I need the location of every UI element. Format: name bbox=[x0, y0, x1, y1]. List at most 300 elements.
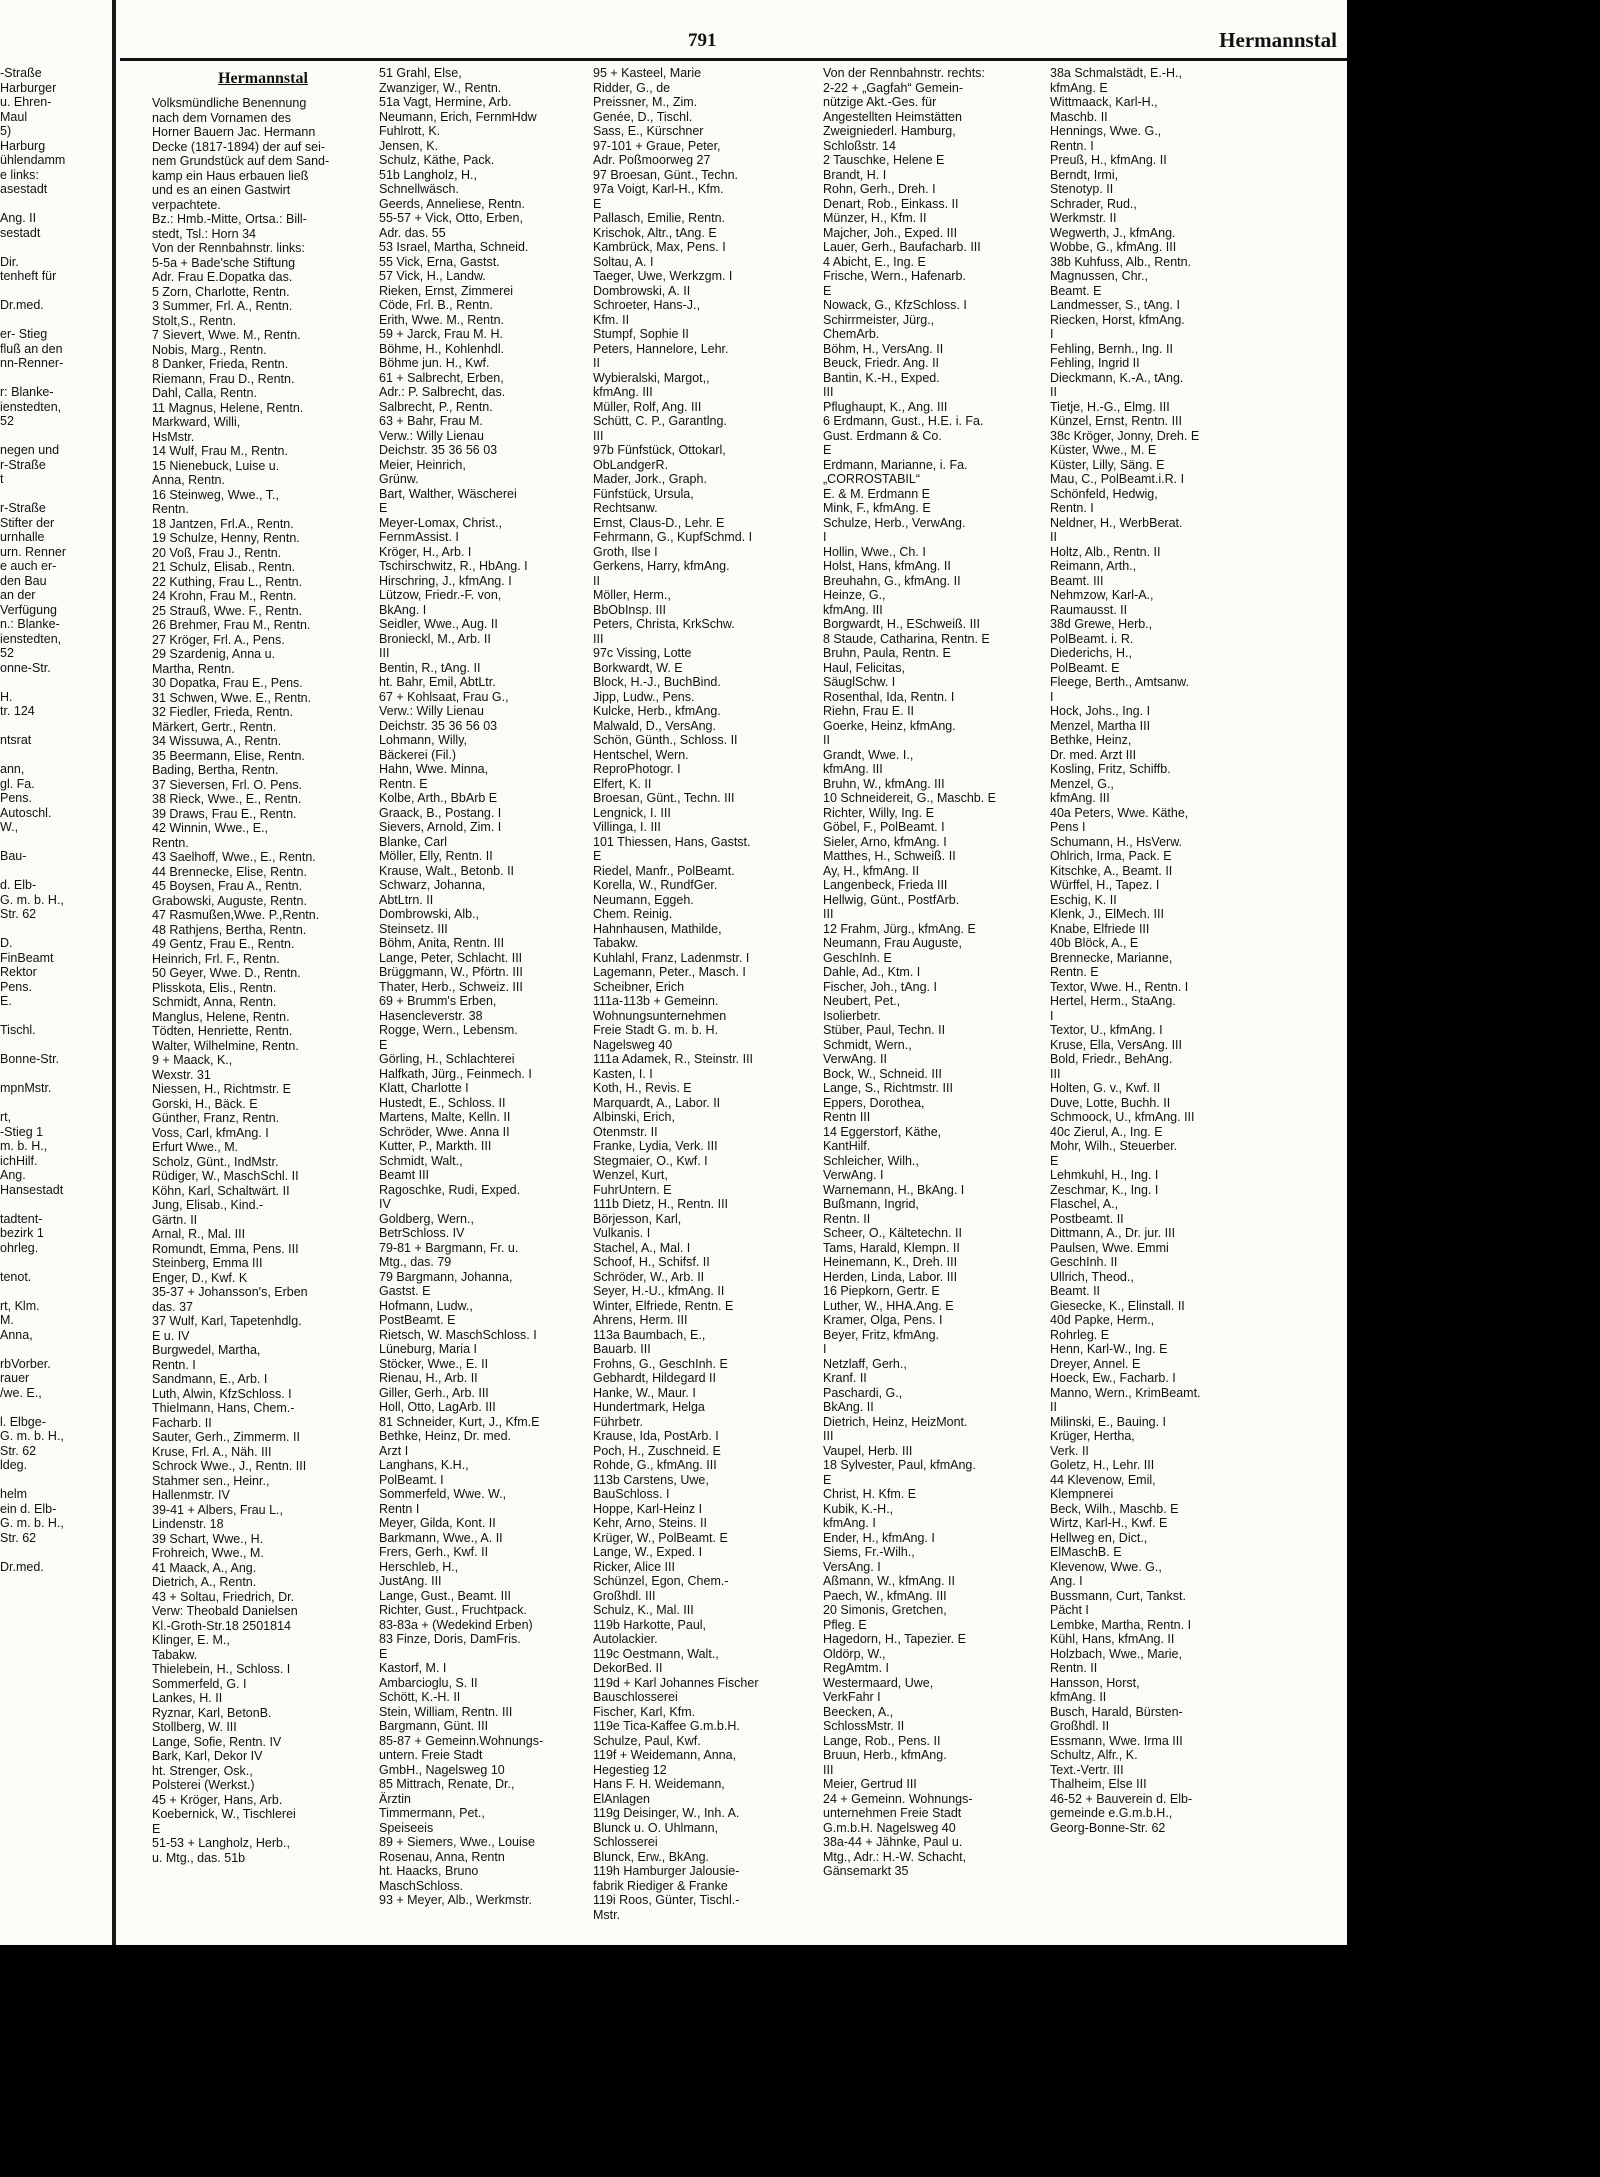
entry-line: 97c Vissing, Lotte bbox=[593, 646, 692, 660]
entry-line: Malwald, D., VersAng. bbox=[593, 718, 716, 733]
entry-line: rt, Klm. bbox=[0, 1298, 40, 1313]
entry-line: Bau- bbox=[0, 849, 27, 863]
entry-line: 43 Saelhoff, Wwe., E., Rentn. bbox=[152, 850, 316, 864]
entry-line: Zeschmar, K., Ing. I bbox=[1050, 1182, 1159, 1197]
entry-line: Groth, Ilse I bbox=[593, 544, 658, 559]
entry-line bbox=[0, 864, 108, 879]
entry-line: Schön, Günth., Schloss. II bbox=[593, 733, 738, 747]
entry-line: Sauter, Gerh., Zimmerm. II bbox=[152, 1430, 300, 1444]
entry-line: Klempnerei bbox=[1050, 1487, 1114, 1501]
entry-line: Fehrmann, G., KupfSchmd. I bbox=[593, 530, 753, 544]
entry-line: Holzbach, Wwe., Marie, bbox=[1050, 1646, 1182, 1661]
entry-line: Rechtsanw. bbox=[593, 501, 658, 515]
entry-line: Bonne-Str. bbox=[0, 1052, 60, 1066]
entry-line: VerwAng. II bbox=[823, 1052, 887, 1066]
entry-line: Tabakw. bbox=[152, 1647, 198, 1662]
entry-line: tenot. bbox=[0, 1269, 32, 1284]
entry-line: Broesan, Günt., Techn. III bbox=[593, 791, 735, 805]
entry-line: Isolierbetr. bbox=[823, 1008, 881, 1023]
entry-line: Blanke, Carl bbox=[379, 834, 448, 849]
entry-line: FinBeamt bbox=[0, 950, 54, 965]
entry-line: Rentn. bbox=[152, 835, 189, 850]
entry-line: Enger, D., Kwf. K bbox=[152, 1270, 248, 1285]
entry-line: Heinemann, K., Dreh. III bbox=[823, 1255, 958, 1269]
entry-line: ObLandgerR. bbox=[593, 457, 669, 472]
entry-line: Borgwardt, H., ESchweiß. III bbox=[823, 617, 980, 631]
entry-line: Klevenow, Wwe. G., bbox=[1050, 1559, 1162, 1574]
entry-line: sestadt bbox=[0, 225, 41, 240]
entry-line: nützige Akt.-Ges. für bbox=[823, 95, 937, 109]
entry-line: Autoschl. bbox=[0, 805, 52, 820]
entry-line: Beamt III bbox=[379, 1168, 430, 1182]
entry-line: Kolbe, Arth., BbArb E bbox=[379, 791, 498, 805]
entry-line: Knabe, Elfriede III bbox=[1050, 921, 1150, 936]
entry-line: VerkFahr I bbox=[823, 1690, 881, 1704]
entry-line: Luth, Alwin, KfzSchloss. I bbox=[152, 1386, 292, 1401]
entry-line: Fünfstück, Ursula, bbox=[593, 486, 694, 501]
entry-line: 37 Wulf, Karl, Tapetenhdlg. bbox=[152, 1314, 302, 1328]
entry-line: Ärztin bbox=[379, 1791, 411, 1806]
entry-line: E bbox=[379, 1037, 388, 1052]
entry-line: RegAmtm. I bbox=[823, 1661, 889, 1675]
entry-line bbox=[0, 487, 108, 502]
entry-line: Breuhahn, G., kfmAng. II bbox=[823, 573, 961, 588]
entry-line: I bbox=[1050, 327, 1054, 341]
entry-line: Görling, H., Schlachterei bbox=[379, 1052, 515, 1066]
entry-line: Tödten, Henriette, Rentn. bbox=[152, 1024, 293, 1038]
entry-line: Text.-Vertr. III bbox=[1050, 1762, 1124, 1777]
entry-line: Elfert, K. II bbox=[593, 776, 652, 791]
entry-line: bezirk 1 bbox=[0, 1226, 44, 1240]
entry-line: Plisskota, Elis., Rentn. bbox=[152, 980, 277, 995]
entry-line: 45 Boysen, Frau A., Rentn. bbox=[152, 879, 303, 893]
entry-line: Dreyer, Annel. E bbox=[1050, 1356, 1141, 1371]
entry-line: -Straße bbox=[0, 66, 42, 80]
entry-line: ntsrat bbox=[0, 733, 32, 747]
entry-line: Verfügung bbox=[0, 602, 57, 617]
entry-line: Dahl, Calla, Rentn. bbox=[152, 386, 257, 400]
entry-line bbox=[0, 197, 108, 212]
entry-line: Kitschke, A., Beamt. II bbox=[1050, 863, 1173, 878]
entry-line: ein d. Elb- bbox=[0, 1501, 57, 1516]
entry-line: Rentn. bbox=[152, 502, 189, 516]
entry-line: 25 Strauß, Wwe. F., Rentn. bbox=[152, 603, 303, 618]
entry-line: Fehling, Bernh., Ing. II bbox=[1050, 341, 1173, 356]
entry-line: Nobis, Marg., Rentn. bbox=[152, 342, 267, 357]
entry-line: Lohmann, Willy, bbox=[379, 733, 467, 747]
entry-line: Bäckerei (Fil.) bbox=[379, 747, 457, 762]
entry-line: Kutter, P., Markth. III bbox=[379, 1139, 492, 1153]
entry-line: Hansestadt bbox=[0, 1182, 64, 1197]
entry-line: Koebernick, W., Tischlerei bbox=[152, 1807, 296, 1821]
entry-line: Hennings, Wwe. G., bbox=[1050, 124, 1162, 138]
entry-line: Gorski, H., Bäck. E bbox=[152, 1096, 258, 1111]
entry-line: -Stieg 1 bbox=[0, 1124, 44, 1139]
entry-line: III bbox=[593, 428, 604, 443]
entry-line: E bbox=[823, 1472, 832, 1487]
entry-line: Werkmstr. II bbox=[1050, 211, 1117, 225]
entry-line: Hahn, Wwe. Minna, bbox=[379, 762, 489, 776]
entry-line: Maschb. II bbox=[1050, 109, 1108, 124]
entry-line: 51b Langholz, H., bbox=[379, 167, 477, 182]
entry-line: Kramer, Olga, Pens. I bbox=[823, 1313, 943, 1327]
entry-line: 83-83a + (Wedekind Erben) bbox=[379, 1617, 533, 1632]
entry-line: Eppers, Dorothea, bbox=[823, 1095, 925, 1110]
entry-line: Schrock Wwe., J., Rentn. III bbox=[152, 1459, 307, 1473]
entry-line: Ullrich, Theod., bbox=[1050, 1269, 1134, 1284]
entry-line: Manglus, Helene, Rentn. bbox=[152, 1009, 290, 1024]
entry-line: Martens, Malte, Kelln. II bbox=[379, 1110, 511, 1124]
entry-line: Bruun, Herb., kfmAng. bbox=[823, 1748, 947, 1762]
entry-line: MaschSchloss. bbox=[379, 1878, 464, 1893]
entry-line: 85 Mittrach, Renate, Dr., bbox=[379, 1777, 515, 1791]
entry-line: 52 bbox=[0, 646, 14, 660]
entry-line: 40b Blöck, A., E bbox=[1050, 936, 1139, 950]
entry-line: 89 + Siemers, Wwe., Louise bbox=[379, 1835, 535, 1849]
entry-line: kfmAng. III bbox=[593, 385, 653, 399]
entry-line: Schmidt, Wern., bbox=[823, 1037, 912, 1052]
entry-line: das. 37 bbox=[152, 1299, 194, 1314]
entry-line: Böhme, H., Kohlenhdl. bbox=[379, 341, 505, 356]
entry-line: urnhalle bbox=[0, 530, 45, 544]
entry-line: SchlossMstr. II bbox=[823, 1719, 905, 1733]
entry-line: Kruse, Frl. A., Näh. III bbox=[152, 1444, 272, 1459]
entry-line: Tischl. bbox=[0, 1023, 36, 1037]
entry-line: I bbox=[1050, 689, 1054, 704]
entry-line: Hoeck, Ew., Facharb. I bbox=[1050, 1371, 1176, 1385]
entry-line: Fehling, Ingrid II bbox=[1050, 356, 1140, 370]
entry-line: Romundt, Emma, Pens. III bbox=[152, 1241, 299, 1256]
entry-line: Hundertmark, Helga bbox=[593, 1400, 705, 1414]
entry-line: Beuck, Friedr. Ang. II bbox=[823, 356, 940, 370]
entry-line: PostBeamt. E bbox=[379, 1313, 456, 1327]
entry-line: Grabowski, Auguste, Rentn. bbox=[152, 893, 307, 908]
entry-line: Harburger bbox=[0, 80, 57, 95]
entry-line: 15 Nienebuck, Luise u. bbox=[152, 458, 280, 473]
entry-line: Langhans, K.H., bbox=[379, 1458, 469, 1472]
entry-line: Holten, G. v., Kwf. II bbox=[1050, 1081, 1161, 1095]
entry-line: 119e Tica-Kaffee G.m.b.H. bbox=[593, 1719, 740, 1733]
entry-line: Martha, Rentn. bbox=[152, 661, 235, 676]
entry-line: Berndt, Irmi, bbox=[1050, 167, 1119, 182]
entry-line: PolBeamt. I bbox=[379, 1472, 444, 1487]
entry-line: Freie Stadt G. m. b. H. bbox=[593, 1023, 719, 1037]
entry-line: Speiseeis bbox=[379, 1820, 434, 1835]
entry-line: Lange, Gust., Beamt. III bbox=[379, 1588, 512, 1603]
entry-line: IV bbox=[379, 1197, 391, 1211]
entry-line: Günther, Franz, Rentn. bbox=[152, 1111, 280, 1125]
entry-line: Fischer, Karl, Kfm. bbox=[593, 1704, 696, 1719]
entry-line: Grünw. bbox=[379, 472, 419, 486]
entry-line: Großhdl. II bbox=[1050, 1719, 1110, 1733]
entry-line: Pallasch, Emilie, Rentn. bbox=[593, 211, 726, 225]
entry-line: 42 Winnin, Wwe., E., bbox=[152, 821, 269, 835]
entry-line: Str. 62 bbox=[0, 1530, 37, 1545]
entry-line: 7 Sievert, Wwe. M., Rentn. bbox=[152, 328, 301, 342]
entry-line: III bbox=[823, 1762, 834, 1777]
entry-line: Bauschlosserei bbox=[593, 1690, 678, 1704]
entry-line: Bart, Walther, Wäscherei bbox=[379, 486, 517, 501]
entry-line: 19 Schulze, Henny, Rentn. bbox=[152, 531, 300, 545]
entry-line: 97 Broesan, Günt., Techn. bbox=[593, 167, 739, 182]
entry-line: Rohn, Gerh., Dreh. I bbox=[823, 182, 936, 196]
entry-line: Schlosserei bbox=[593, 1835, 658, 1849]
entry-line: Hock, Johs., Ing. I bbox=[1050, 704, 1151, 718]
entry-line: Poch, H., Zuschneid. E bbox=[593, 1443, 721, 1458]
entry-line bbox=[0, 1342, 108, 1357]
entry-line: HsMstr. bbox=[152, 429, 195, 444]
entry-line: 5) bbox=[0, 124, 12, 138]
entry-line: Lagemann, Peter., Masch. I bbox=[593, 965, 746, 979]
entry-line: Sieler, Arno, kfmAng. I bbox=[823, 834, 947, 849]
entry-line: 97-101 + Graue, Peter, bbox=[593, 138, 721, 153]
entry-line: l. Elbge- bbox=[0, 1414, 46, 1429]
entry-line: E. bbox=[0, 994, 12, 1008]
entry-line: Scholz, Günt., IndMstr. bbox=[152, 1154, 279, 1169]
entry-line: Dietrich, A., Rentn. bbox=[152, 1575, 257, 1589]
entry-line: Krüger, Hertha, bbox=[1050, 1429, 1135, 1443]
entry-line: Stachel, A., Mal. I bbox=[593, 1240, 691, 1255]
entry-line: Heinze, G., bbox=[823, 588, 886, 602]
entry-line: Goldberg, Wern., bbox=[379, 1211, 474, 1226]
entry-line: Ryznar, Karl, BetonB. bbox=[152, 1705, 272, 1720]
entry-line: Müller, Rolf, Ang. III bbox=[593, 399, 702, 414]
entry-line: Lehmkuhl, H., Ing. I bbox=[1050, 1168, 1159, 1182]
entry-line: Autolackier. bbox=[593, 1632, 658, 1646]
page-number: 791 bbox=[688, 30, 717, 51]
entry-line: Holl, Otto, LagArb. III bbox=[379, 1400, 496, 1414]
entry-line: Schnellwäsch. bbox=[379, 182, 459, 196]
entry-line: BetrSchloss. IV bbox=[379, 1226, 465, 1240]
entry-line: 45 + Kröger, Hans, Arb. bbox=[152, 1792, 283, 1807]
entry-line: ann, bbox=[0, 762, 25, 776]
entry-line: Lembke, Martha, Rentn. I bbox=[1050, 1617, 1192, 1632]
entry-line: n.: Blanke- bbox=[0, 617, 60, 631]
entry-line: Reimann, Arth., bbox=[1050, 559, 1137, 573]
entry-line: tenheft für bbox=[0, 269, 57, 283]
entry-line: Ricker, Alice III bbox=[593, 1559, 675, 1574]
entry-line: ienstedten, bbox=[0, 631, 62, 646]
entry-line: Nagelsweg 40 bbox=[593, 1037, 673, 1052]
entry-line: Pens I bbox=[1050, 820, 1086, 834]
entry-line: Hofmann, Ludw., bbox=[379, 1298, 473, 1313]
entry-line: Frische, Wern., Hafenarb. bbox=[823, 269, 966, 283]
entry-line: u. Ehren- bbox=[0, 95, 52, 109]
entry-line: Gärtn. II bbox=[152, 1212, 198, 1227]
entry-line: 38 Rieck, Wwe., E., Rentn. bbox=[152, 792, 302, 806]
entry-line: 61 + Salbrecht, Erben, bbox=[379, 370, 504, 385]
street-heading: Hermannstal bbox=[218, 70, 308, 87]
entry-line: Preissner, M., Zim. bbox=[593, 95, 698, 109]
entry-line: Dr.med. bbox=[0, 1559, 44, 1574]
entry-line: Rohrleg. E bbox=[1050, 1327, 1110, 1342]
entry-line: 41 Maack, A., Ang. bbox=[152, 1560, 257, 1575]
entry-line: Holtz, Alb., Rentn. II bbox=[1050, 544, 1161, 559]
entry-line: 79-81 + Bargmann, Fr. u. bbox=[379, 1240, 519, 1255]
entry-line: Otenmstr. II bbox=[593, 1124, 658, 1139]
entry-line: den Bau bbox=[0, 573, 47, 588]
entry-line: Lützow, Friedr.-F. von, bbox=[379, 588, 502, 602]
entry-line bbox=[0, 1009, 108, 1024]
entry-line: Paschardi, G., bbox=[823, 1385, 903, 1400]
entry-line: Anna, bbox=[0, 1327, 33, 1342]
entry-line: Frohreich, Wwe., M. bbox=[152, 1546, 264, 1560]
entry-line: Rietsch, W. MaschSchloss. I bbox=[379, 1327, 537, 1342]
entry-line: II bbox=[1050, 1400, 1057, 1414]
entry-line bbox=[0, 1400, 108, 1415]
entry-line: Künzel, Ernst, Rentn. III bbox=[1050, 414, 1183, 428]
entry-line: Klatt, Charlotte I bbox=[379, 1081, 469, 1095]
entry-line: Neumann, Erich, FernmHdw bbox=[379, 109, 537, 124]
entry-line: Borkwardt, W. E bbox=[593, 660, 683, 675]
entry-line: Ambarcioglu, S. II bbox=[379, 1675, 478, 1690]
entry-line: Mtg., das. 79 bbox=[379, 1255, 452, 1269]
entry-line: Volksmündliche Benennung bbox=[152, 96, 307, 110]
entry-line: Bruhn, Paula, Rentn. E bbox=[823, 646, 951, 660]
entry-line: Dombrowski, A. II bbox=[593, 283, 691, 298]
entry-line: Pflughaupt, K., Ang. III bbox=[823, 399, 948, 414]
entry-line: Diederichs, H., bbox=[1050, 646, 1132, 660]
entry-line: Rentn. I bbox=[152, 1357, 196, 1372]
entry-line: I bbox=[823, 1342, 827, 1356]
entry-line: 119h Hamburger Jalousie- bbox=[593, 1864, 740, 1878]
entry-line: Busch, Harald, Bürsten- bbox=[1050, 1704, 1183, 1719]
entry-line: 97b Fünfstück, Ottokarl, bbox=[593, 443, 726, 457]
entry-line: 34 Wissuwa, A., Rentn. bbox=[152, 734, 282, 748]
entry-line: 2 Tauschke, Helene E bbox=[823, 153, 945, 167]
entry-line: Stolt,S., Rentn. bbox=[152, 313, 237, 328]
entry-line: ht. Bahr, Emil, AbtLtr. bbox=[379, 675, 496, 689]
entry-line: Börjesson, Karl, bbox=[593, 1211, 682, 1226]
entry-line: 26 Brehmer, Frau M., Rentn. bbox=[152, 618, 311, 632]
entry-line: Warnemann, H., BkAng. I bbox=[823, 1182, 965, 1197]
entry-line: Verk. II bbox=[1050, 1443, 1089, 1458]
entry-line: Neumann, Eggeh. bbox=[593, 892, 694, 907]
entry-line: Holst, Hans, kfmAng. II bbox=[823, 559, 951, 573]
entry-line: 27 Kröger, Frl. A., Pens. bbox=[152, 632, 285, 647]
entry-line: „CORROSTABIL“ bbox=[823, 472, 920, 486]
entry-line: Hellwig, Günt., PostfArb. bbox=[823, 892, 960, 907]
entry-line: Essmann, Wwe. Irma III bbox=[1050, 1733, 1183, 1748]
entry-line: Gebhardt, Hildegard II bbox=[593, 1371, 716, 1385]
entry-line: Schwarz, Johanna, bbox=[379, 878, 486, 892]
entry-line: Gerkens, Harry, kfmAng. bbox=[593, 559, 730, 573]
entry-line: Grandt, Wwe. I., bbox=[823, 747, 914, 762]
entry-line: Hoppe, Karl-Heinz I bbox=[593, 1501, 703, 1516]
entry-line: Bethke, Heinz, Dr. med. bbox=[379, 1429, 512, 1443]
entry-line: und es an einen Gastwirt bbox=[152, 183, 291, 197]
entry-line: 29 Szardenig, Anna u. bbox=[152, 647, 276, 661]
entry-line: E bbox=[593, 849, 602, 863]
entry-line: Schröder, Wwe. Anna II bbox=[379, 1124, 510, 1139]
entry-line: Bruhn, W., kfmAng. III bbox=[823, 776, 945, 791]
entry-line: 50 Geyer, Wwe. D., Rentn. bbox=[152, 966, 301, 980]
entry-line: Lüneburg, Maria I bbox=[379, 1342, 477, 1356]
entry-line: rauer bbox=[0, 1371, 30, 1385]
entry-line: Schumann, H., HsVerw. bbox=[1050, 834, 1183, 849]
entry-line: fabrik Riediger & Franke bbox=[593, 1878, 728, 1893]
entry-line: III bbox=[379, 646, 390, 660]
entry-line: Netzlaff, Gerh., bbox=[823, 1356, 907, 1371]
entry-line: 10 Schneidereit, G., Maschb. E bbox=[823, 791, 997, 805]
entry-line: II bbox=[1050, 385, 1057, 399]
entry-line: 20 Voß, Frau J., Rentn. bbox=[152, 545, 282, 560]
entry-line: Kl.-Groth-Str.18 2501814 bbox=[152, 1618, 291, 1633]
entry-line: G. m. b. H., bbox=[0, 1429, 64, 1443]
entry-line: Adr.: P. Salbrecht, das. bbox=[379, 385, 506, 399]
entry-line: Sommerfeld, G. I bbox=[152, 1676, 247, 1691]
entry-line: Halfkath, Jürg., Feinmech. I bbox=[379, 1066, 532, 1081]
entry-line: Peters, Christa, KrkSchw. bbox=[593, 617, 735, 631]
entry-line: VerwAng. I bbox=[823, 1168, 884, 1182]
running-head: Hermannstal bbox=[1219, 28, 1337, 52]
entry-line: rbVorber. bbox=[0, 1356, 51, 1371]
entry-line: 21 Schulz, Elisab., Rentn. bbox=[152, 560, 296, 574]
entry-line: Stumpf, Sophie II bbox=[593, 327, 689, 341]
entry-line: Lange, Peter, Schlacht. III bbox=[379, 950, 523, 965]
entry-line: Tams, Harald, Klempn. II bbox=[823, 1240, 960, 1255]
entry-line: 119f + Weidemann, Anna, bbox=[593, 1748, 737, 1762]
entry-line: Ay, H., kfmAng. II bbox=[823, 863, 920, 878]
entry-line: Hallenmstr. IV bbox=[152, 1488, 230, 1502]
column-previous-page bbox=[0, 66, 108, 1574]
column-1 bbox=[152, 66, 374, 1865]
entry-line: Zwanziger, W., Rentn. bbox=[379, 80, 502, 95]
entry-line: Thater, Herb., Schweiz. III bbox=[379, 979, 523, 994]
entry-line: 47 Rasmußen,Wwe. P.,Rentn. bbox=[152, 908, 320, 922]
entry-line: Bauarb. III bbox=[593, 1342, 651, 1356]
entry-line: Rentn. I bbox=[1050, 138, 1094, 153]
entry-line: Mink, F., kfmAng. E bbox=[823, 501, 931, 515]
entry-line: kfmAng. I bbox=[823, 1516, 876, 1530]
entry-line: Möller, Herm., bbox=[593, 588, 671, 602]
entry-line: Neldner, H., WerbBerat. bbox=[1050, 515, 1183, 530]
entry-line: Paech, W., kfmAng. III bbox=[823, 1588, 947, 1603]
entry-line: JustAng. III bbox=[379, 1574, 442, 1588]
entry-line: II bbox=[1050, 530, 1057, 544]
entry-line: Matthes, H., Schweiß. II bbox=[823, 849, 956, 863]
entry-line: Hanke, W., Maur. I bbox=[593, 1385, 696, 1400]
entry-line: KantHilf. bbox=[823, 1139, 871, 1153]
entry-line: Ohlrich, Irma, Pack. E bbox=[1050, 849, 1172, 863]
entry-line: Rentn. I bbox=[1050, 501, 1094, 515]
entry-line: 43 + Soltau, Friedrich, Dr. bbox=[152, 1589, 295, 1604]
entry-line: Schröder, W., Arb. II bbox=[593, 1269, 705, 1284]
entry-line: 37 Sieversen, Frl. O. Pens. bbox=[152, 777, 303, 792]
entry-line: Niessen, H., Richtmstr. E bbox=[152, 1082, 291, 1096]
entry-line: E. & M. Erdmann E bbox=[823, 486, 930, 501]
entry-line: III bbox=[593, 631, 604, 646]
entry-line: Riehn, Frau E. II bbox=[823, 704, 915, 718]
entry-line: 2-22 + „Gagfah“ Gemein- bbox=[823, 80, 963, 95]
entry-line: Harburg bbox=[0, 138, 46, 153]
entry-line: 5 Zorn, Charlotte, Rentn. bbox=[152, 284, 290, 299]
entry-line: Großhdl. III bbox=[593, 1588, 656, 1603]
entry-line: Bußmann, Ingrid, bbox=[823, 1197, 919, 1211]
entry-line bbox=[0, 284, 108, 299]
entry-line: II bbox=[823, 733, 830, 747]
entry-line: untern. Freie Stadt bbox=[379, 1748, 483, 1762]
entry-line: Rentn. II bbox=[823, 1211, 871, 1226]
entry-line: Kubik, K.-H., bbox=[823, 1501, 894, 1516]
entry-line: Böhm, H., VersAng. II bbox=[823, 341, 944, 356]
entry-line: ReproPhotogr. I bbox=[593, 762, 681, 776]
entry-line: 55 Vick, Erna, Gastst. bbox=[379, 254, 500, 269]
entry-line: Krause, Walt., Betonb. II bbox=[379, 863, 515, 878]
entry-line: 81 Schneider, Kurt, J., Kfm.E bbox=[379, 1414, 540, 1429]
entry-line: tr. 124 bbox=[0, 704, 35, 718]
entry-line: Westermaard, Uwe, bbox=[823, 1675, 934, 1690]
